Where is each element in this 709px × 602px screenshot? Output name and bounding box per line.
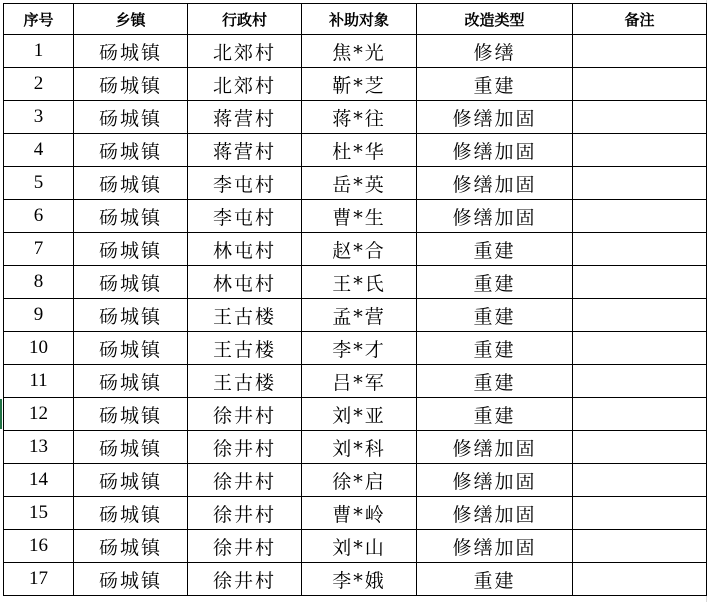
subsidy-table: [3, 3, 707, 596]
type-cell[interactable]: 修缮加固: [417, 167, 573, 200]
village-cell[interactable]: 徐井村: [188, 497, 302, 530]
row-number-cell[interactable]: 10: [4, 332, 74, 365]
note-cell[interactable]: [573, 530, 707, 563]
table-row: [4, 134, 707, 167]
row-number-cell[interactable]: 15: [4, 497, 74, 530]
person-cell[interactable]: 焦*光: [302, 35, 417, 68]
table-row: [4, 431, 707, 464]
note-cell[interactable]: [573, 332, 707, 365]
row-number-cell[interactable]: 17: [4, 563, 74, 596]
type-cell[interactable]: 修缮加固: [417, 101, 573, 134]
table-row: [4, 398, 707, 431]
header-cell-type[interactable]: 改造类型: [417, 4, 573, 35]
row-number-cell[interactable]: 8: [4, 266, 74, 299]
note-cell[interactable]: [573, 101, 707, 134]
person-cell[interactable]: 孟*营: [302, 299, 417, 332]
note-cell[interactable]: [573, 134, 707, 167]
town-cell[interactable]: 砀城镇: [74, 35, 188, 68]
village-cell[interactable]: 林屯村: [188, 266, 302, 299]
type-cell[interactable]: 重建: [417, 233, 573, 266]
header-cell-person[interactable]: 补助对象: [302, 4, 417, 35]
table-row: [4, 68, 707, 101]
village-cell[interactable]: 徐井村: [188, 530, 302, 563]
note-cell[interactable]: [573, 35, 707, 68]
row-number-cell[interactable]: 13: [4, 431, 74, 464]
table-row: [4, 35, 707, 68]
header-row: [4, 4, 707, 35]
town-cell[interactable]: 砀城镇: [74, 464, 188, 497]
type-cell[interactable]: 修缮加固: [417, 134, 573, 167]
type-cell[interactable]: 重建: [417, 68, 573, 101]
type-cell[interactable]: 重建: [417, 398, 573, 431]
row-number-cell[interactable]: 9: [4, 299, 74, 332]
note-cell[interactable]: [573, 398, 707, 431]
note-cell[interactable]: [573, 233, 707, 266]
person-cell[interactable]: 刘*科: [302, 431, 417, 464]
town-cell[interactable]: 砀城镇: [74, 167, 188, 200]
town-cell[interactable]: 砀城镇: [74, 332, 188, 365]
row-number-cell[interactable]: 1: [4, 35, 74, 68]
type-cell[interactable]: 重建: [417, 332, 573, 365]
village-cell[interactable]: 李屯村: [188, 167, 302, 200]
village-cell[interactable]: 徐井村: [188, 398, 302, 431]
note-cell[interactable]: [573, 431, 707, 464]
type-cell[interactable]: 重建: [417, 563, 573, 596]
table-row: [4, 530, 707, 563]
village-cell[interactable]: 徐井村: [188, 563, 302, 596]
village-cell[interactable]: 徐井村: [188, 464, 302, 497]
row-number-cell[interactable]: 5: [4, 167, 74, 200]
header-cell-village[interactable]: 行政村: [188, 4, 302, 35]
header-cell-no[interactable]: 序号: [4, 4, 74, 35]
person-cell[interactable]: 靳*芝: [302, 68, 417, 101]
type-cell[interactable]: 修缮加固: [417, 464, 573, 497]
type-cell[interactable]: 重建: [417, 365, 573, 398]
town-cell[interactable]: 砀城镇: [74, 563, 188, 596]
table-row: [4, 167, 707, 200]
row-number-cell[interactable]: 14: [4, 464, 74, 497]
town-cell[interactable]: 砀城镇: [74, 266, 188, 299]
person-cell[interactable]: 曹*生: [302, 200, 417, 233]
note-cell[interactable]: [573, 464, 707, 497]
person-cell[interactable]: 岳*英: [302, 167, 417, 200]
town-cell[interactable]: 砀城镇: [74, 134, 188, 167]
row-number-cell[interactable]: 6: [4, 200, 74, 233]
town-cell[interactable]: 砀城镇: [74, 299, 188, 332]
table-row: [4, 299, 707, 332]
person-cell[interactable]: 曹*岭: [302, 497, 417, 530]
person-cell[interactable]: 刘*山: [302, 530, 417, 563]
village-cell[interactable]: 蒋营村: [188, 134, 302, 167]
town-cell[interactable]: 砀城镇: [74, 233, 188, 266]
person-cell[interactable]: 李*娥: [302, 563, 417, 596]
active-row-marker: [0, 399, 2, 429]
note-cell[interactable]: [573, 68, 707, 101]
village-cell[interactable]: 李屯村: [188, 200, 302, 233]
town-cell[interactable]: 砀城镇: [74, 530, 188, 563]
town-cell[interactable]: 砀城镇: [74, 101, 188, 134]
type-cell[interactable]: 重建: [417, 266, 573, 299]
village-cell[interactable]: 王古楼: [188, 299, 302, 332]
village-cell[interactable]: 北郊村: [188, 35, 302, 68]
type-cell[interactable]: 修缮加固: [417, 530, 573, 563]
type-cell[interactable]: 修缮: [417, 35, 573, 68]
person-cell[interactable]: 蒋*往: [302, 101, 417, 134]
type-cell[interactable]: 修缮加固: [417, 431, 573, 464]
village-cell[interactable]: 王古楼: [188, 332, 302, 365]
person-cell[interactable]: 李*才: [302, 332, 417, 365]
table-body: [4, 35, 707, 596]
town-cell[interactable]: 砀城镇: [74, 398, 188, 431]
table-row: [4, 266, 707, 299]
person-cell[interactable]: 刘*亚: [302, 398, 417, 431]
note-cell[interactable]: [573, 563, 707, 596]
table-row: [4, 464, 707, 497]
town-cell[interactable]: 砀城镇: [74, 497, 188, 530]
row-number-cell[interactable]: 3: [4, 101, 74, 134]
note-cell[interactable]: [573, 167, 707, 200]
village-cell[interactable]: 北郊村: [188, 68, 302, 101]
table-row: [4, 200, 707, 233]
town-cell[interactable]: 砀城镇: [74, 365, 188, 398]
table-row: [4, 365, 707, 398]
note-cell[interactable]: [573, 299, 707, 332]
note-cell[interactable]: [573, 266, 707, 299]
person-cell[interactable]: 吕*军: [302, 365, 417, 398]
note-cell[interactable]: [573, 365, 707, 398]
table-row: [4, 563, 707, 596]
header-cell-note[interactable]: 备注: [573, 4, 707, 35]
row-number-cell[interactable]: 12: [4, 398, 74, 431]
person-cell[interactable]: 王*氏: [302, 266, 417, 299]
table-row: [4, 497, 707, 530]
row-number-cell[interactable]: 16: [4, 530, 74, 563]
type-cell[interactable]: 重建: [417, 299, 573, 332]
table-row: [4, 101, 707, 134]
village-cell[interactable]: 王古楼: [188, 365, 302, 398]
type-cell[interactable]: 修缮加固: [417, 497, 573, 530]
village-cell[interactable]: 徐井村: [188, 431, 302, 464]
town-cell[interactable]: 砀城镇: [74, 200, 188, 233]
note-cell[interactable]: [573, 200, 707, 233]
row-number-cell[interactable]: 2: [4, 68, 74, 101]
village-cell[interactable]: 林屯村: [188, 233, 302, 266]
note-cell[interactable]: [573, 497, 707, 530]
town-cell[interactable]: 砀城镇: [74, 431, 188, 464]
town-cell[interactable]: 砀城镇: [74, 68, 188, 101]
table-row: [4, 233, 707, 266]
row-number-cell[interactable]: 7: [4, 233, 74, 266]
row-number-cell[interactable]: 4: [4, 134, 74, 167]
person-cell[interactable]: 杜*华: [302, 134, 417, 167]
person-cell[interactable]: 赵*合: [302, 233, 417, 266]
row-number-cell[interactable]: 11: [4, 365, 74, 398]
village-cell[interactable]: 蒋营村: [188, 101, 302, 134]
person-cell[interactable]: 徐*启: [302, 464, 417, 497]
type-cell[interactable]: 修缮加固: [417, 200, 573, 233]
header-cell-town[interactable]: 乡镇: [74, 4, 188, 35]
table-row: [4, 332, 707, 365]
